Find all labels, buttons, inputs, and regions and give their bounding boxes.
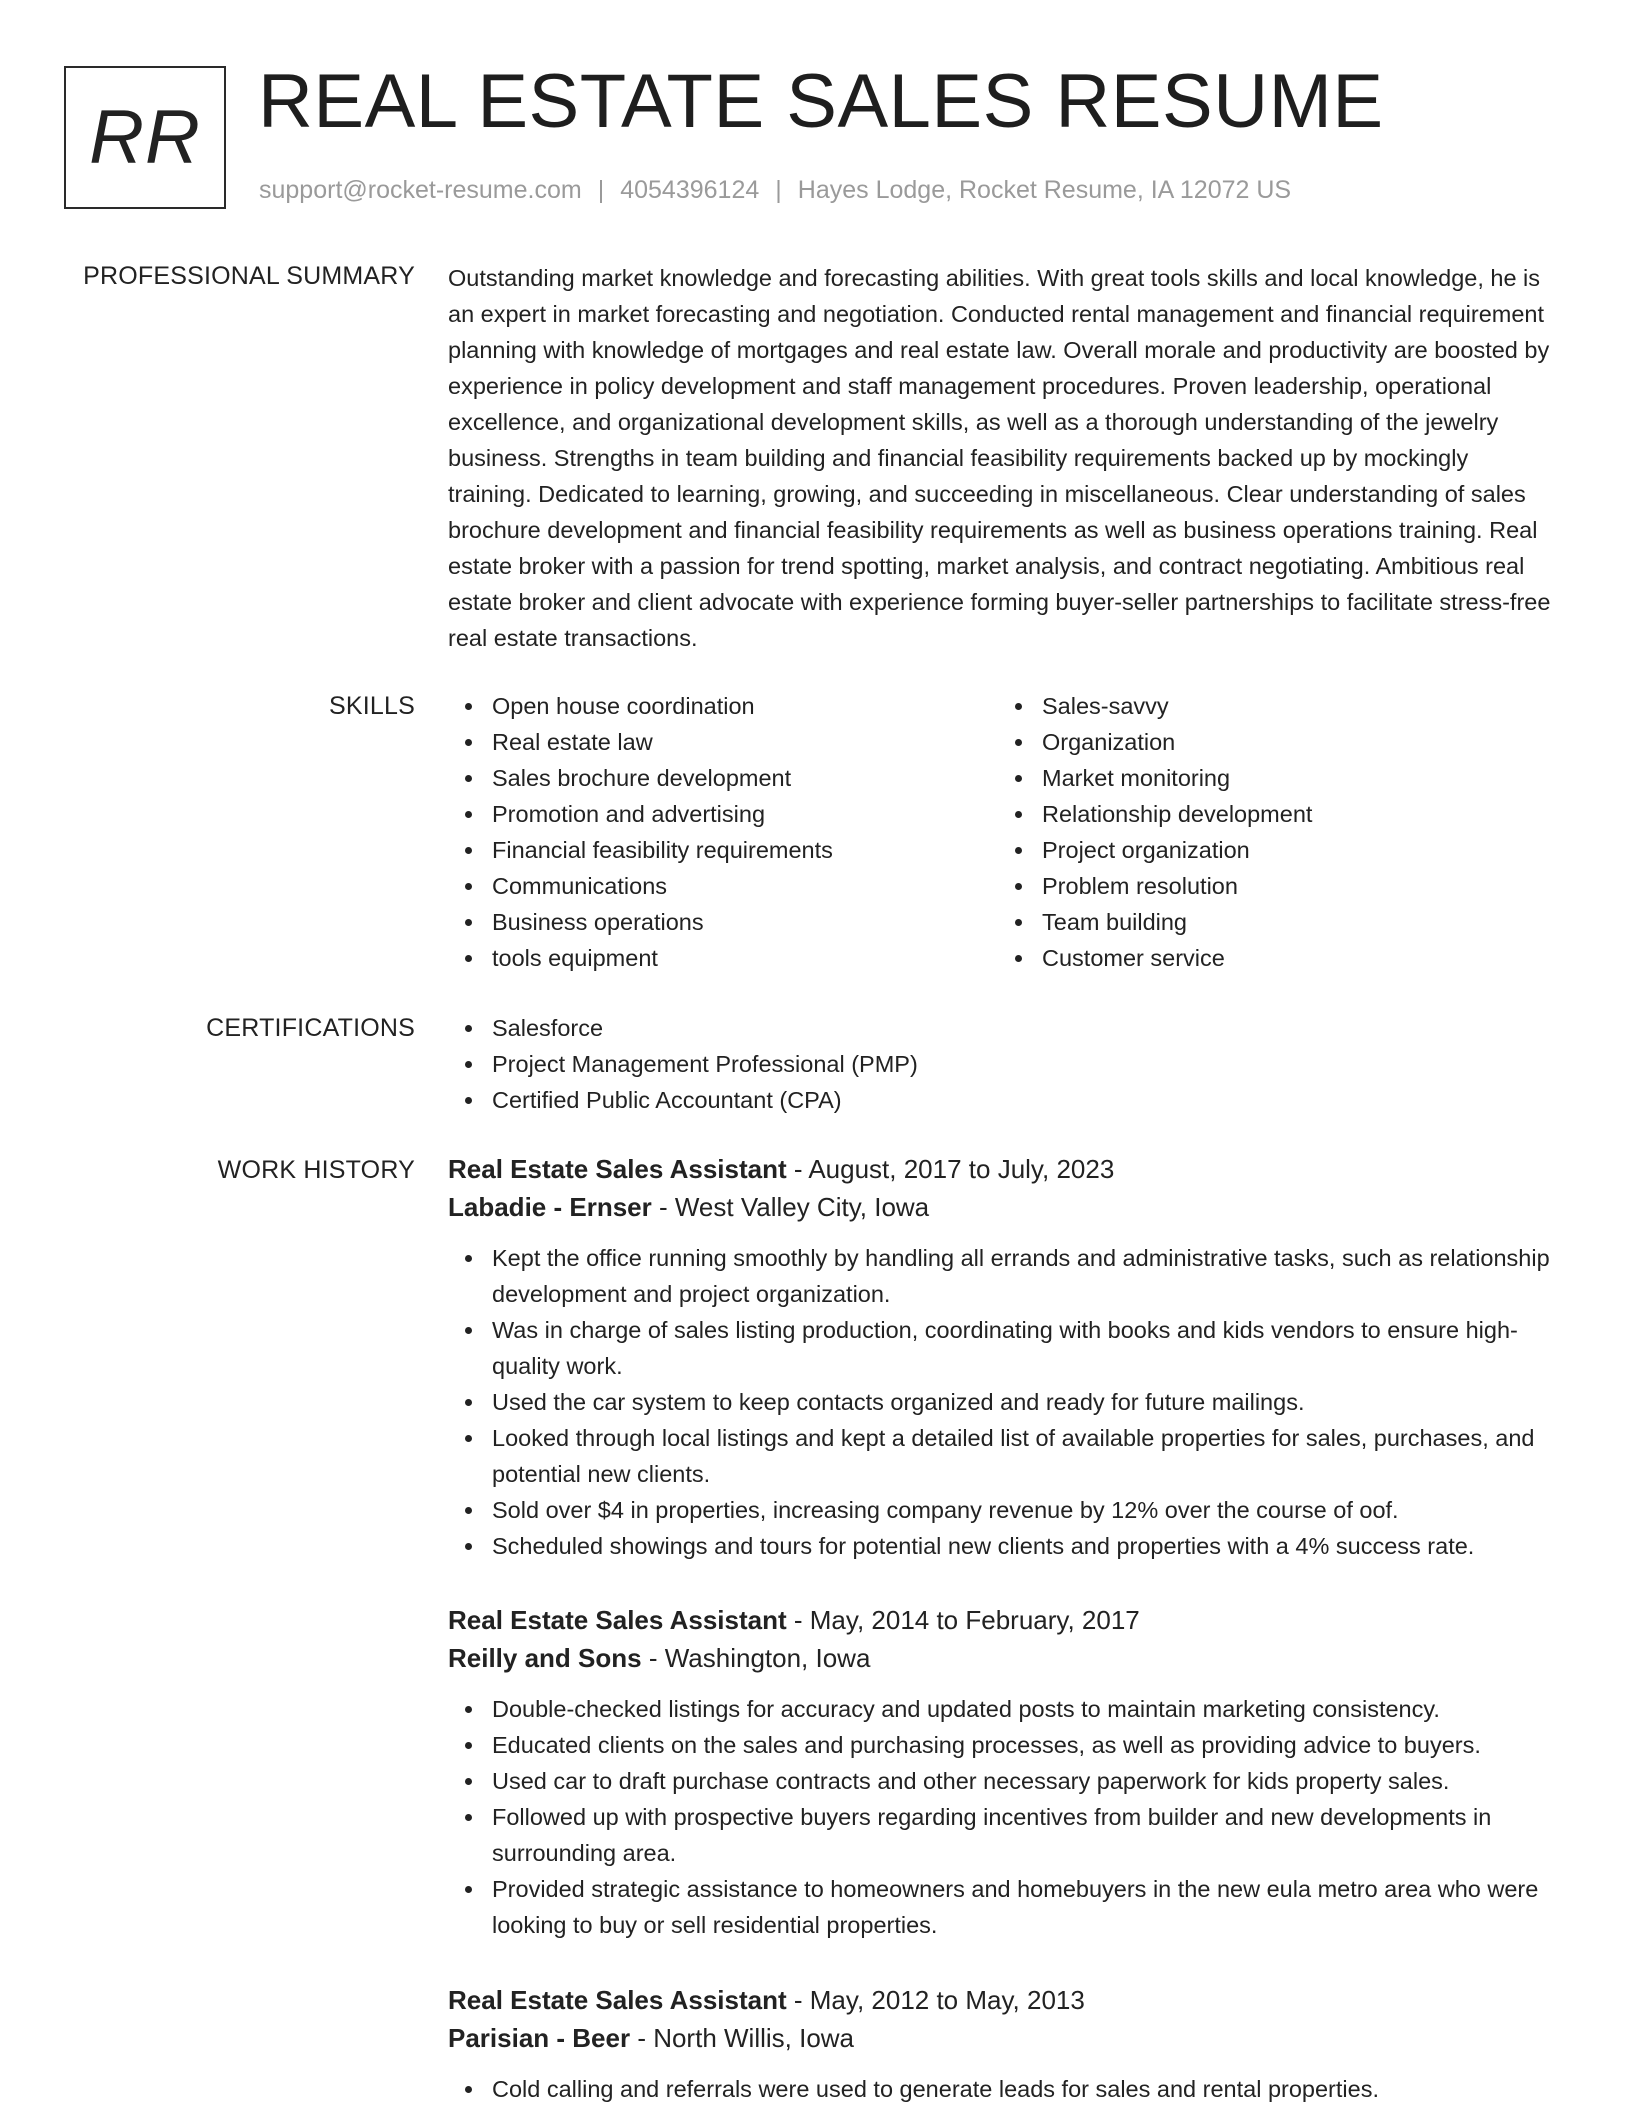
job-duty: Looked through local listings and kept a detailed list of available properties for sales, purchases, and potential new clients.: [448, 1420, 1558, 1492]
skill-item: Communications: [448, 868, 998, 904]
job-dates: - August, 2017 to July, 2023: [786, 1154, 1115, 1184]
skill-item: Business operations: [448, 904, 998, 940]
contact-phone[interactable]: 4054396124: [620, 176, 760, 204]
job-title: Real Estate Sales Assistant: [448, 1985, 787, 2015]
certification-item: Certified Public Accountant (CPA): [448, 1082, 1558, 1118]
job-title-line: [448, 1981, 1558, 2019]
job-duties-list: [448, 2071, 1558, 2107]
skill-item: Financial feasibility requirements: [448, 832, 998, 868]
job-company-line: [448, 2019, 1558, 2057]
job-company: Parisian - Beer: [448, 2023, 631, 2053]
job-dates: - May, 2014 to February, 2017: [786, 1605, 1140, 1635]
skill-item: Relationship development: [998, 796, 1548, 832]
certifications-heading: CERTIFICATIONS: [206, 1014, 415, 1042]
certifications-list: [448, 1010, 1558, 1118]
skill-item: Real estate law: [448, 724, 998, 760]
contact-separator: |: [775, 176, 782, 204]
skill-item: Problem resolution: [998, 868, 1548, 904]
job-company-line: [448, 1639, 1558, 1677]
contact-email[interactable]: support@rocket-resume.com: [259, 176, 582, 204]
job-entry: [448, 1150, 1558, 1564]
skill-item: Open house coordination: [448, 688, 998, 724]
job-duty: Followed up with prospective buyers regarding incentives from builder and new developments in surrounding area.: [448, 1799, 1558, 1871]
job-duty: Was in charge of sales listing production, coordinating with books and kids vendors to ensure high-quality work.: [448, 1312, 1558, 1384]
job-location: - North Willis, Iowa: [630, 2023, 855, 2053]
contact-address: Hayes Lodge, Rocket Resume, IA 12072 US: [797, 176, 1292, 204]
skill-item: Project organization: [998, 832, 1548, 868]
job-location: - West Valley City, Iowa: [651, 1192, 930, 1222]
skills-list-right: [998, 688, 1548, 976]
certification-item: Project Management Professional (PMP): [448, 1046, 1558, 1082]
contact-separator: |: [597, 176, 605, 204]
skills-heading: SKILLS: [329, 692, 415, 720]
summary-text: Outstanding market knowledge and forecasting abilities. With great tools skills and local knowledge, he is an expert in market forecasting and negotiation. Conducted rental management and financial requirement planning with knowledge of mortgages and real estate law. Overall morale and productivity are boosted by experience in policy development and staff management procedures. Proven leadership, operational excellence, and organizational development skills, as well as a thorough understanding of the jewelry business. Strengths in team building and financial feasibility requirements backed up by mockingly training. Dedicated to learning, growing, and succeeding in miscellaneous. Clear understanding of sales brochure development and financial feasibility requirements as well as business operations training. Real estate broker with a passion for trend spotting, market analysis, and contract negotiating. Ambitious real estate broker and client advocate with experience forming buyer-seller partnerships to facilitate stress-free real estate transactions.: [448, 265, 1551, 651]
job-entry: [448, 1601, 1558, 1943]
monogram-text: RR: [89, 95, 201, 180]
summary-heading: PROFESSIONAL SUMMARY: [83, 262, 415, 290]
job-duty: Used car to draft purchase contracts and other necessary paperwork for kids property sales.: [448, 1763, 1558, 1799]
contact-line: [259, 176, 1291, 205]
skill-item: Organization: [998, 724, 1548, 760]
job-company: Reilly and Sons: [448, 1643, 642, 1673]
resume-title: REAL ESTATE SALES RESUME: [258, 59, 1384, 144]
job-duty: Scheduled showings and tours for potential new clients and properties with a 4% success rate.: [448, 1528, 1558, 1564]
skill-item: tools equipment: [448, 940, 998, 976]
job-company: Labadie - Ernser: [448, 1192, 652, 1222]
job-dates: - May, 2012 to May, 2013: [786, 1985, 1085, 2015]
skill-item: Sales-savvy: [998, 688, 1548, 724]
job-location: - Washington, Iowa: [641, 1643, 871, 1673]
job-company-line: [448, 1188, 1558, 1226]
job-duty: Provided strategic assistance to homeowners and homebuyers in the new eula metro area who were looking to buy or sell residential properties.: [448, 1871, 1558, 1943]
skill-item: Sales brochure development: [448, 760, 998, 796]
job-duty: Used the car system to keep contacts organized and ready for future mailings.: [448, 1384, 1558, 1420]
job-title: Real Estate Sales Assistant: [448, 1605, 787, 1635]
job-duty: Educated clients on the sales and purchasing processes, as well as providing advice to buyers.: [448, 1727, 1558, 1763]
skill-item: Promotion and advertising: [448, 796, 998, 832]
job-duties-list: [448, 1240, 1558, 1564]
job-duty: Kept the office running smoothly by handling all errands and administrative tasks, such as relationship development and project organization.: [448, 1240, 1558, 1312]
job-duty: Double-checked listings for accuracy and updated posts to maintain marketing consistency.: [448, 1691, 1558, 1727]
job-entry: [448, 1981, 1558, 2107]
skills-list-left: [448, 688, 998, 976]
certification-item: Salesforce: [448, 1010, 1558, 1046]
monogram-logo: [64, 66, 226, 209]
job-duties-list: [448, 1691, 1558, 1943]
skill-item: Market monitoring: [998, 760, 1548, 796]
job-duty: Sold over $4 in properties, increasing company revenue by 12% over the course of oof.: [448, 1492, 1558, 1528]
work-history-heading: WORK HISTORY: [217, 1156, 415, 1184]
job-title-line: [448, 1601, 1558, 1639]
job-duty: Cold calling and referrals were used to generate leads for sales and rental properties.: [448, 2071, 1558, 2107]
job-title: Real Estate Sales Assistant: [448, 1154, 787, 1184]
skill-item: Customer service: [998, 940, 1548, 976]
job-title-line: [448, 1150, 1558, 1188]
skill-item: Team building: [998, 904, 1548, 940]
